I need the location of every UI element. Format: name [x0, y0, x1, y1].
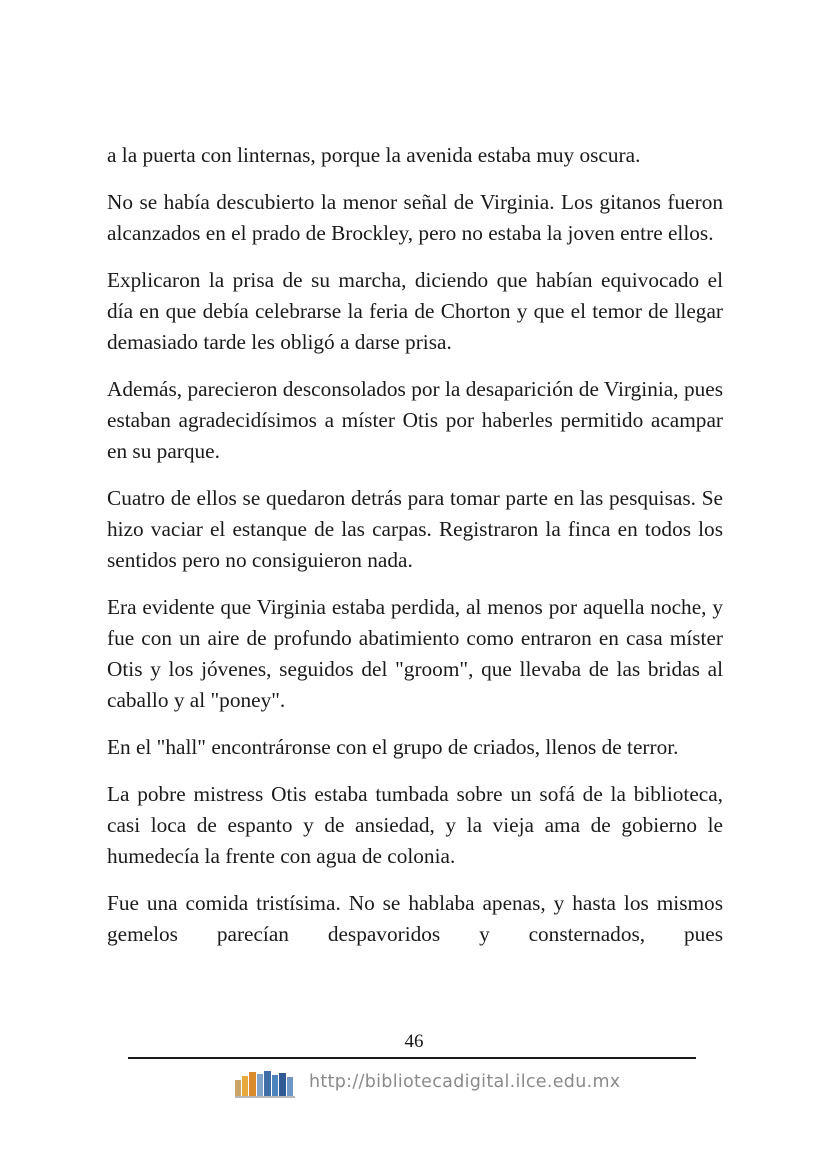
- footer: [0, 1068, 828, 1100]
- footer-divider: [128, 1057, 696, 1059]
- paragraph-1: a la puerta con linternas, porque la avenida estaba muy oscura.: [107, 143, 641, 167]
- body-text: [107, 140, 723, 950]
- page-number: 46: [404, 1031, 424, 1052]
- paragraph-4: Además, parecieron desconsolados por la desaparición de Virginia, pues estaban agradecidísimos a míster Otis por haberles permitido acampar en su parque.: [107, 377, 723, 463]
- paragraph-7: En el "hall" encontráronse con el grupo de criados, llenos de terror.: [107, 735, 679, 759]
- paragraph-6: Era evidente que Virginia estaba perdida, al menos por aquella noche, y fue con un aire de profundo abatimiento como entraron en casa míster Otis y los jóvenes, seguidos del "groom", que llevaba de las bridas al caballo y al "poney".: [107, 595, 723, 712]
- paragraph-9: Fue una comida tristísima. No se hablaba apenas, y hasta los mismos gemelos parecían despavoridos y consternados, pues: [107, 891, 723, 946]
- footer-url: http://bibliotecadigital.ilce.edu.mx: [309, 1072, 621, 1092]
- paragraph-2: No se había descubierto la menor señal de Virginia. Los gitanos fueron alcanzados en el prado de Brockley, pero no estaba la joven entre ellos.: [107, 190, 723, 245]
- paragraph-3: Explicaron la prisa de su marcha, diciendo que habían equivocado el día en que debía celebrarse la feria de Chorton y que el temor de llegar demasiado tarde les obligó a darse prisa.: [107, 268, 723, 354]
- books-logo-icon: [235, 1068, 299, 1098]
- paragraph-5: Cuatro de ellos se quedaron detrás para tomar parte en las pesquisas. Se hizo vaciar el estanque de las carpas. Registraron la finca en todos los sentidos pero no consiguieron nada.: [107, 486, 723, 572]
- paragraph-8: La pobre mistress Otis estaba tumbada sobre un sofá de la biblioteca, casi loca de espanto y de ansiedad, y la vieja ama de gobierno le humedecía la frente con agua de colonia.: [107, 782, 723, 868]
